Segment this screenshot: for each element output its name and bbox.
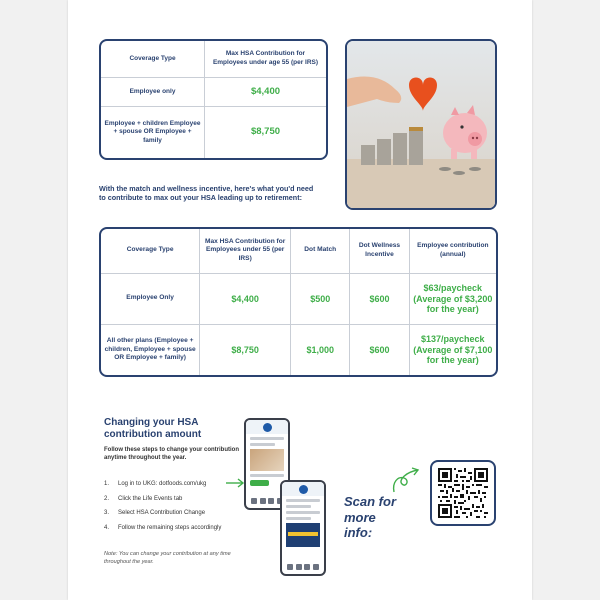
wellness-cell: $600 xyxy=(350,325,409,376)
contribution-table xyxy=(99,227,498,377)
list-item xyxy=(104,495,254,503)
arrow-right-icon xyxy=(226,478,246,488)
header-wellness-incentive: Dot Wellness Incentive xyxy=(350,229,409,273)
phone-mockup-life-events xyxy=(280,480,326,576)
dot-match-cell: $1,000 xyxy=(291,325,350,376)
app-logo-icon xyxy=(299,485,308,494)
max-contribution-cell: $4,400 xyxy=(205,77,327,107)
table-row xyxy=(101,77,326,107)
list-item xyxy=(104,509,254,517)
header-max-contribution: Max HSA Contribution for Employees under 55 (per IRS) xyxy=(200,229,291,273)
header-coverage-type: Coverage Type xyxy=(126,246,174,254)
steps-list xyxy=(104,480,254,538)
step-number: 4. xyxy=(104,524,110,531)
note-text: Note: You can change your contribution at any time throughout the year. xyxy=(104,551,231,565)
coverage-type-cell: All other plans (Employee + children, Employee + spouse OR Employee + family) xyxy=(101,325,200,376)
hsa-limits-table xyxy=(99,39,328,160)
employee-contribution-cell: $137/paycheck (Average of $7,100 for the year) xyxy=(409,325,496,376)
section-title: Changing your HSA contribution amount xyxy=(104,417,202,440)
max-contribution-cell: $8,750 xyxy=(200,325,291,376)
app-logo-icon xyxy=(263,423,272,432)
table-header-row xyxy=(101,229,496,273)
dot-match-cell: $500 xyxy=(291,273,350,324)
header-dot-match: Dot Match xyxy=(291,229,350,273)
table-header-row xyxy=(101,41,326,77)
step-number: 2. xyxy=(104,495,110,502)
page xyxy=(68,0,532,600)
table-row xyxy=(101,325,496,376)
scan-text: Scan for more info: xyxy=(344,494,397,541)
table-row xyxy=(101,107,326,158)
step-number: 1. xyxy=(104,481,110,487)
step-number: 3. xyxy=(104,510,110,517)
coverage-type-cell: Employee + children Employee + spouse OR Employee + family xyxy=(101,107,205,158)
step-text: Log in to UKG: dotfoods.com/ukg xyxy=(118,481,207,487)
step-text: Click the Life Events tab xyxy=(118,495,183,502)
table-row xyxy=(101,273,496,324)
qr-code[interactable] xyxy=(430,460,496,526)
wellness-cell: $600 xyxy=(350,273,409,324)
max-contribution-cell: $4,400 xyxy=(200,273,291,324)
qr-code-icon xyxy=(438,468,488,518)
list-item xyxy=(104,524,254,532)
curly-arrow-icon xyxy=(390,466,422,494)
header-coverage-type: Coverage Type xyxy=(129,54,176,62)
header-max-contribution: Max HSA Contribution for Employees under age 55 (per IRS) xyxy=(205,41,327,77)
piggy-bank-photo xyxy=(345,39,497,210)
employee-contribution-cell: $63/paycheck (Average of $3,200 for the year) xyxy=(409,273,496,324)
coverage-type-cell: Employee only xyxy=(101,77,205,107)
coverage-type-cell: Employee Only xyxy=(101,273,200,324)
step-text: Follow the remaining steps accordingly xyxy=(118,524,222,531)
section-intro: Follow these steps to change your contribution anytime throughout the year. xyxy=(104,447,240,462)
step-text: Select HSA Contribution Change xyxy=(118,510,206,517)
max-contribution-cell: $8,750 xyxy=(205,107,327,158)
intro-text: With the match and wellness incentive, here's what you'd need to contribute to max out your HSA leading up to retirement: xyxy=(99,184,314,203)
header-employee-contribution: Employee contribution (annual) xyxy=(409,229,496,273)
